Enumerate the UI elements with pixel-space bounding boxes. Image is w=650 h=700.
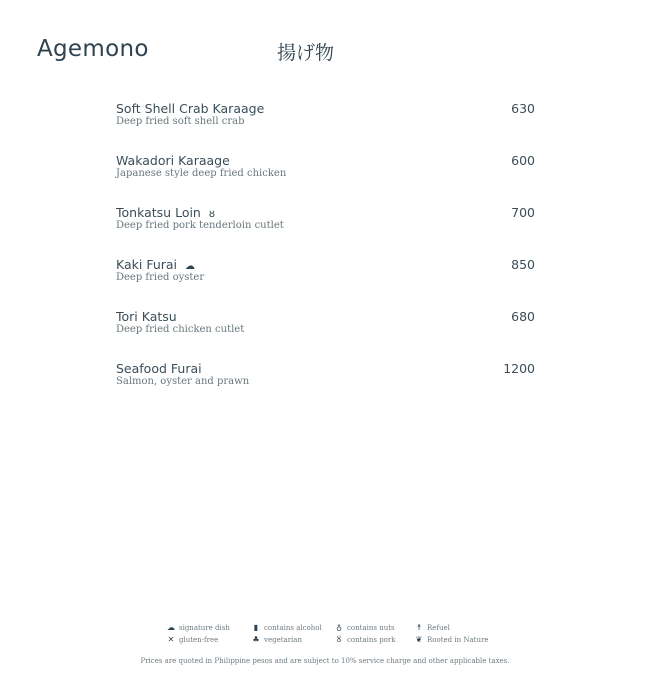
menu-item (116, 153, 535, 193)
item-name (116, 257, 195, 272)
menu-item (116, 101, 535, 141)
legend-label: vegetarian (264, 636, 302, 644)
item-price: 700 (511, 205, 535, 220)
legend-label: Rooted in Nature (427, 636, 489, 644)
item-price: 680 (511, 309, 535, 324)
gluten-free-icon: ✕ (167, 635, 175, 644)
section-title: Agemono (37, 36, 149, 62)
contains-alcohol-icon: ▮ (253, 623, 259, 632)
legend-item (251, 635, 302, 644)
menu-item (116, 361, 535, 401)
item-description: Japanese style deep fried chicken (116, 168, 287, 179)
contains-pork-icon: ȣ (336, 635, 342, 644)
item-name-text: Kaki Furai (116, 257, 178, 272)
legend-item (251, 623, 322, 632)
legend-label: gluten-free (179, 636, 219, 644)
legend-label: Refuel (427, 624, 450, 632)
item-name (116, 153, 230, 168)
section-title-japanese: 揚げ物 (277, 42, 335, 64)
item-price: 850 (511, 257, 535, 272)
rooted-in-nature-icon: ❦ (415, 635, 423, 644)
item-name (116, 309, 177, 324)
item-description: Salmon, oyster and prawn (116, 376, 250, 387)
legend-item (414, 635, 488, 644)
item-price: 600 (511, 153, 535, 168)
item-price: 630 (511, 101, 535, 116)
menu-item (116, 309, 535, 349)
legend-item (414, 623, 450, 632)
item-name (116, 101, 264, 116)
menu-item (116, 205, 535, 245)
legend-item (334, 635, 395, 644)
legend-label: contains nuts (347, 624, 395, 632)
price-note: Prices are quoted in Philippine pesos and are subject to 10% service charge and other applicable taxes. (140, 657, 510, 665)
item-description: Deep fried soft shell crab (116, 116, 245, 127)
legend-label: signature dish (179, 624, 230, 632)
refuel-icon: ☨ (416, 623, 422, 632)
vegetarian-icon: ♣ (252, 635, 260, 644)
item-name-text: Tonkatsu Loin (116, 205, 201, 220)
item-price: 1200 (503, 361, 535, 376)
menu-item (116, 257, 535, 297)
item-name-text: Seafood Furai (116, 361, 202, 376)
signature-dish-icon: ☁ (167, 623, 175, 632)
item-name (116, 361, 202, 376)
item-description: Deep fried oyster (116, 272, 205, 283)
signature-dish-icon: ☁ (185, 261, 196, 272)
legend-label: contains alcohol (264, 624, 322, 632)
contains-pork-icon: ȣ (208, 209, 215, 220)
legend-item (166, 635, 218, 644)
item-name-text: Tori Katsu (116, 309, 177, 324)
legend-item (166, 623, 230, 632)
item-name-text: Wakadori Karaage (116, 153, 230, 168)
legend-item (334, 623, 395, 632)
item-name (116, 205, 215, 220)
item-name-text: Soft Shell Crab Karaage (116, 101, 265, 116)
item-description: Deep fried pork tenderloin cutlet (116, 220, 284, 231)
contains-nuts-icon: ♁ (336, 623, 342, 632)
legend-label: contains pork (347, 636, 396, 644)
item-description: Deep fried chicken cutlet (116, 324, 245, 335)
